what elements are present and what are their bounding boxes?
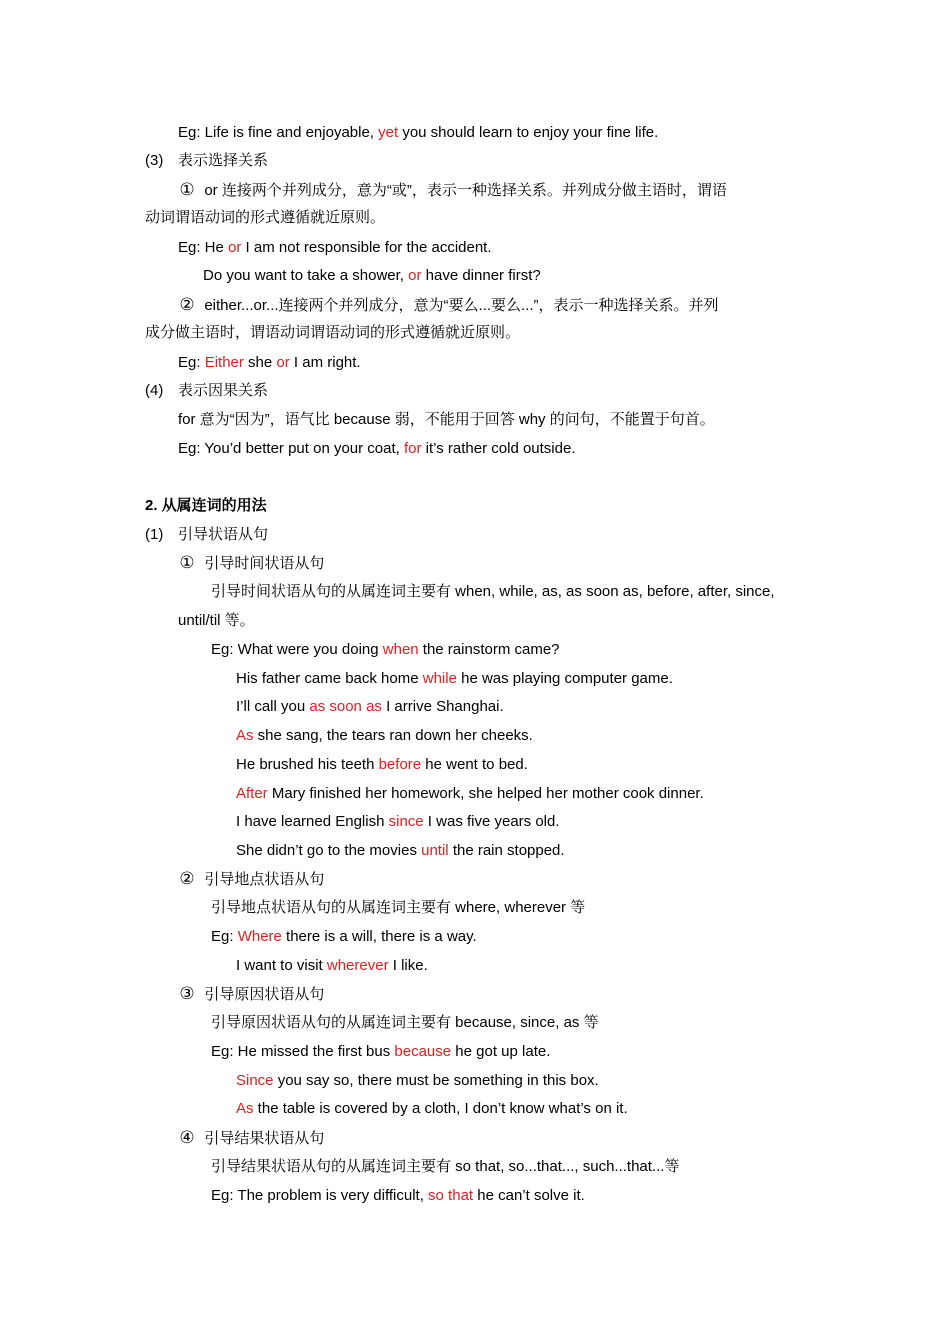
example-line: I’ll call you as soon as I arrive Shanghai.: [236, 698, 504, 715]
conjunction-highlight: Where: [237, 928, 282, 945]
conjunction-highlight: As: [236, 727, 254, 744]
conjunction-highlight: so that: [428, 1187, 474, 1204]
circled-number: ①: [179, 180, 195, 199]
example-line: Eg: What were you doing when the rainstorm came?: [211, 641, 560, 658]
rule-line: for 意为“因为”，语气比 because 弱，不能用于回答 why 的问句，不能置于句首。: [178, 411, 715, 428]
conjunction-highlight: or: [276, 354, 290, 371]
example-line: Eg: He missed the first bus because he got up late.: [211, 1043, 551, 1060]
example-line: Since you say so, there must be something in this box.: [236, 1072, 599, 1089]
rule-line-cont: until/til 等。: [178, 612, 255, 629]
example-line: Eg: Where there is a will, there is a way.: [211, 928, 477, 945]
circled-number: ③: [179, 984, 195, 1003]
conjunction-highlight: before: [378, 756, 422, 773]
example-line: I have learned English since I was five years old.: [236, 813, 560, 830]
rule-line: 引导原因状语从句的从属连词主要有 because, since, as 等: [211, 1014, 599, 1031]
rule-line-cont: 动词谓语动词的形式遵循就近原则。: [145, 209, 386, 226]
example-line: He brushed his teeth before he went to bed.: [236, 756, 528, 773]
rule-line-cont: 成分做主语时，谓语动词谓语动词的形式遵循就近原则。: [145, 324, 521, 341]
conjunction-highlight: until: [421, 842, 449, 859]
section-heading: 引导状语从句: [178, 526, 269, 543]
section-number: (4): [145, 382, 164, 399]
section-heading: 表示因果关系: [178, 382, 269, 399]
section-number: (3): [145, 152, 164, 169]
conjunction-highlight: for: [404, 440, 422, 457]
example-line: As the table is covered by a cloth, I don’t know what’s on it.: [236, 1100, 628, 1117]
example-line: After Mary finished her homework, she helped her mother cook dinner.: [236, 785, 704, 802]
conjunction-highlight: wherever: [326, 957, 389, 974]
conjunction-highlight: Either: [204, 354, 244, 371]
sub-heading: ④ 引导结果状语从句: [179, 1128, 325, 1147]
rule-line: ② either...or...连接两个并列成分，意为“要么...要么...”，表示一种选择关系。并列: [179, 295, 719, 314]
conjunction-highlight: since: [388, 813, 424, 830]
example-line: I want to visit wherever I like.: [236, 957, 428, 974]
circled-number: ①: [179, 553, 195, 572]
sub-heading: ① 引导时间状语从句: [179, 553, 325, 572]
conjunction-highlight: or: [408, 267, 422, 284]
example-line: Do you want to take a shower, or have dinner first?: [203, 267, 541, 284]
conjunction-highlight: As: [236, 1100, 254, 1117]
example-line: She didn’t go to the movies until the rain stopped.: [236, 842, 565, 859]
example-line: Eg: Either she or I am right.: [178, 354, 361, 371]
section-number: (1): [145, 526, 164, 543]
example-line: Eg: He or I am not responsible for the accident.: [178, 239, 492, 256]
example-line: Eg: The problem is very difficult, so that he can’t solve it.: [211, 1187, 585, 1204]
main-heading: 2. 从属连词的用法: [145, 497, 267, 514]
example-line: Eg: Life is fine and enjoyable, yet you should learn to enjoy your fine life.: [178, 124, 659, 141]
rule-line: 引导时间状语从句的从属连词主要有 when, while, as, as soon as, before, after, since,: [211, 583, 775, 600]
example-line: Eg: You’d better put on your coat, for it’s rather cold outside.: [178, 440, 576, 457]
sub-heading: ② 引导地点状语从句: [179, 869, 325, 888]
section-heading: 表示选择关系: [178, 152, 269, 169]
conjunction-highlight: when: [382, 641, 419, 658]
rule-line: 引导地点状语从句的从属连词主要有 where, wherever 等: [211, 899, 586, 916]
circled-number: ②: [179, 869, 195, 888]
circled-number: ②: [179, 295, 195, 314]
example-line: As she sang, the tears ran down her cheeks.: [236, 727, 533, 744]
conjunction-highlight: Since: [236, 1072, 274, 1089]
sub-heading: ③ 引导原因状语从句: [179, 984, 325, 1003]
conjunction-highlight: yet: [378, 124, 399, 141]
rule-line: ① or 连接两个并列成分，意为“或”，表示一种选择关系。并列成分做主语时，谓语: [179, 180, 727, 199]
conjunction-highlight: or: [228, 239, 242, 256]
conjunction-highlight: After: [236, 785, 268, 802]
rule-line: 引导结果状语从句的从属连词主要有 so that, so...that..., such...that...等: [211, 1158, 680, 1175]
conjunction-highlight: while: [422, 670, 457, 687]
circled-number: ④: [179, 1128, 195, 1147]
conjunction-highlight: as soon as: [309, 698, 382, 715]
conjunction-highlight: because: [394, 1043, 452, 1060]
example-line: His father came back home while he was playing computer game.: [236, 670, 673, 687]
